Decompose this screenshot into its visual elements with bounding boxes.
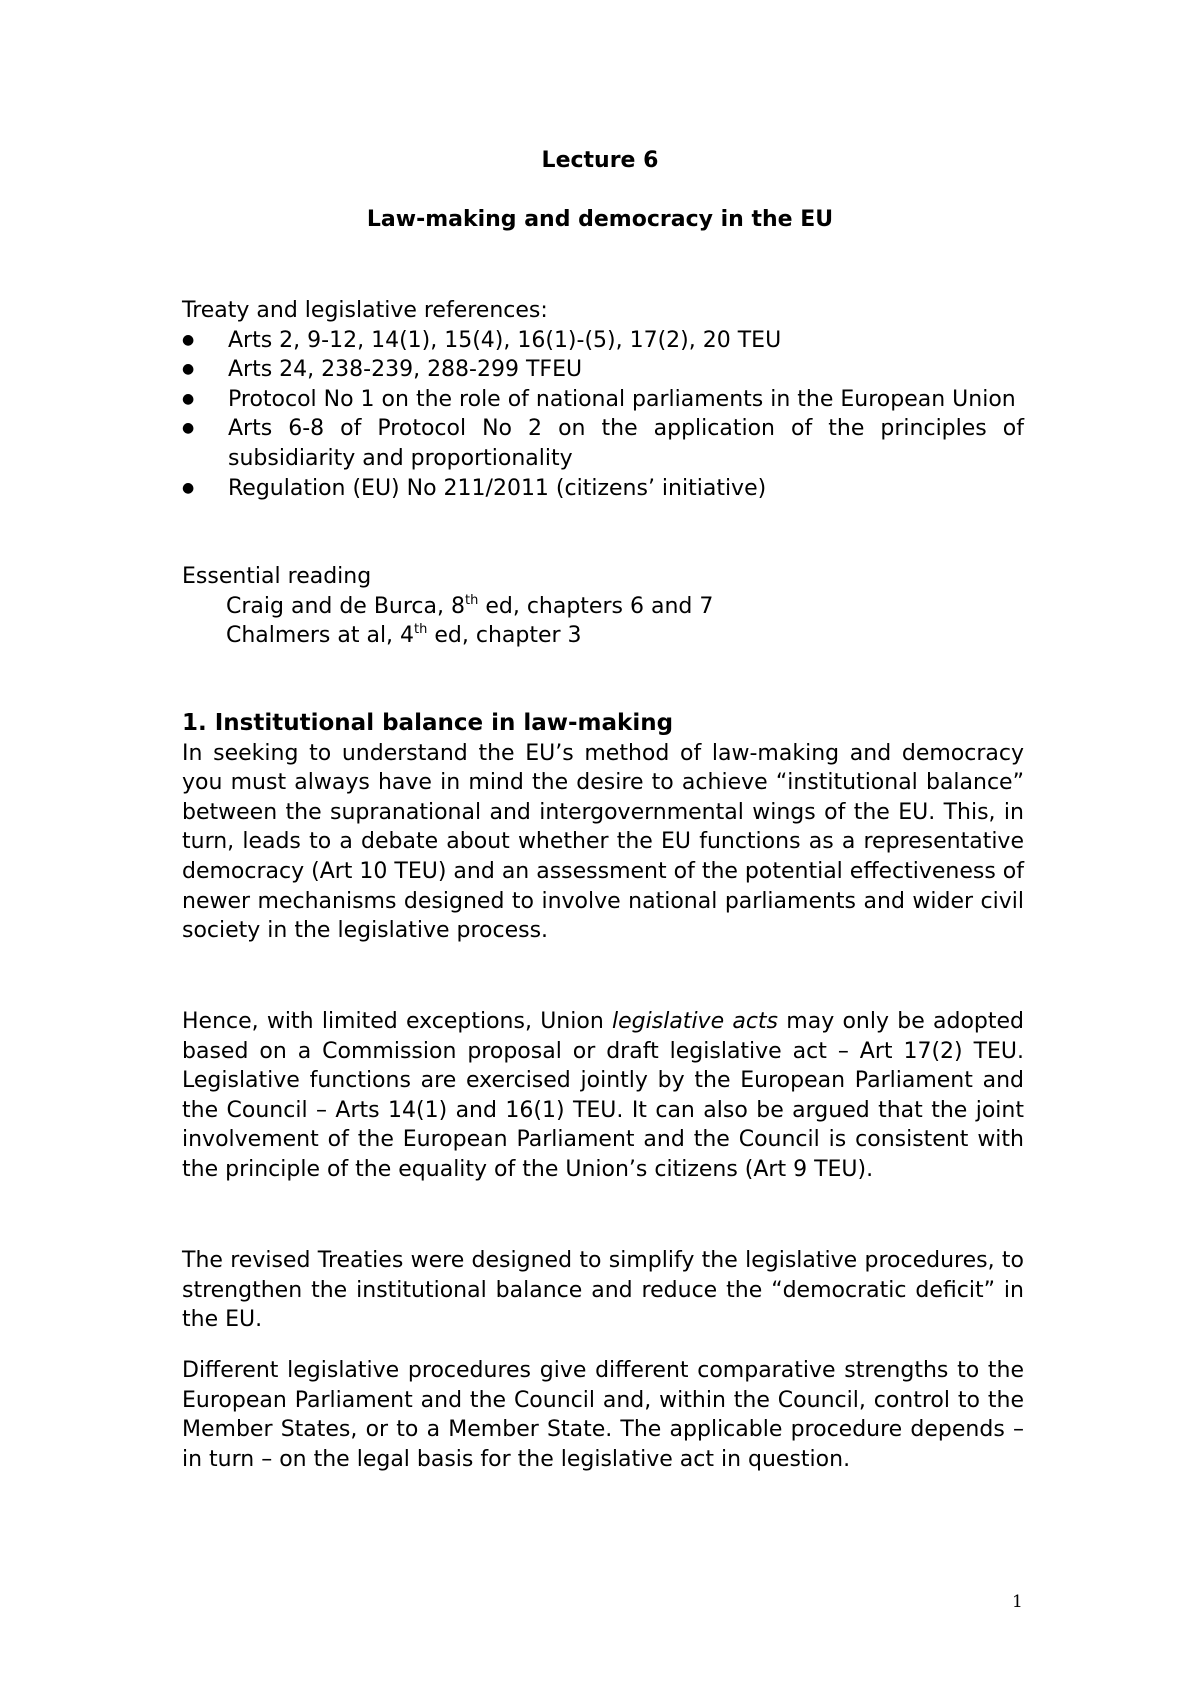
paragraph: Different legislative procedures give different comparative strengths to the European Parliament and the Council and, within the Council, control to the Member States, or to a Member State. The applicable procedure depends – in turn – on the legal basis for the legislative act in question. <box>182 1358 1024 1472</box>
reading-text: ed, chapter 3 <box>427 623 582 649</box>
reading-text: Chalmers at al, 4 <box>226 623 415 649</box>
list-item <box>182 326 1024 356</box>
reference-text: Protocol No 1 on the role of national parliaments in the European Union <box>228 386 1016 412</box>
paragraph <box>182 1007 1024 1185</box>
reading-text: Craig and de Burca, 8 <box>226 593 465 619</box>
reference-text: Regulation (EU) No 211/2011 (citizens’ initiative) <box>228 475 767 501</box>
list-item <box>182 474 1024 504</box>
reading-item <box>182 592 1024 622</box>
references-heading: Treaty and legislative references: <box>182 298 548 323</box>
references-list <box>182 326 1024 504</box>
reading-heading: Essential reading <box>182 564 372 589</box>
bullet-icon: ● <box>182 420 195 437</box>
bullet-icon: ● <box>182 390 195 407</box>
section-1 <box>182 709 1024 946</box>
bullet-icon: ● <box>182 331 195 348</box>
section-heading: 1. Institutional balance in law-making <box>182 710 674 736</box>
list-item <box>182 355 1024 385</box>
references-section <box>182 296 1024 503</box>
reading-text: ed, chapters 6 and 7 <box>478 593 714 619</box>
reference-text: Arts 6-8 of Protocol No 2 on the application of the principles of subsidiarity and proportionality <box>228 416 1024 471</box>
reading-superscript: th <box>465 592 479 608</box>
paragraph: In seeking to understand the EU’s method of law-making and democracy you must always have in mind the desire to achieve “institutional balance” between the supranational and intergovernmental wings of the EU. This, in turn, leads to a debate about whether the EU functions as a representative democracy (Art 10 TEU) and an assessment of the potential effectiveness of newer mechanisms designed to involve national parliaments and wider civil society in the legislative process. <box>182 740 1024 944</box>
list-item <box>182 414 1024 473</box>
list-item <box>182 385 1024 415</box>
paragraph-text: Hence, with limited exceptions, Union <box>182 1009 613 1034</box>
bullet-icon: ● <box>182 361 195 378</box>
lecture-number: Lecture 6 <box>541 148 659 173</box>
paragraph: The revised Treaties were designed to simplify the legislative procedures, to strengthen the institutional balance and reduce the “democratic deficit” in the EU. <box>182 1248 1024 1333</box>
bullet-icon: ● <box>182 479 195 496</box>
reference-text: Arts 24, 238-239, 288-299 TFEU <box>228 357 583 383</box>
paragraph-text: may only be adopted based on a Commission proposal or draft legislative act – Art 17(2) TEU. Legislative functions are exercised jointly by the European Parliament and the Council – Arts 14(1) and 16(1) TEU. It can also be argued that the joint involvement of the European Parliament and the Council is consistent with the principle of the equality of the Union’s citizens (Art 9 TEU). <box>182 1009 1025 1182</box>
paragraph-emphasis: legislative acts <box>612 1009 779 1034</box>
page-title: Law-making and democracy in the EU <box>366 207 834 232</box>
reference-text: Arts 2, 9-12, 14(1), 15(4), 16(1)-(5), 17(2), 20 TEU <box>228 327 782 353</box>
reading-superscript: th <box>414 622 428 638</box>
page-number: 1 <box>1012 1592 1023 1612</box>
reading-section <box>182 562 1024 651</box>
reading-item <box>182 621 1024 651</box>
